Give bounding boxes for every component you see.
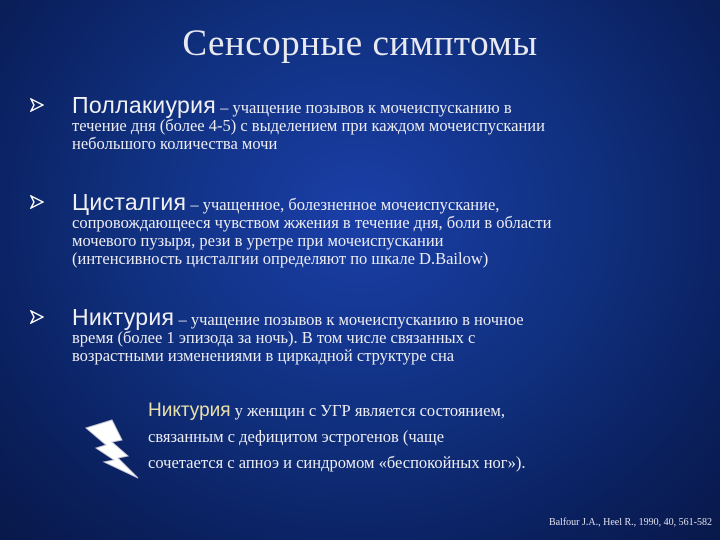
definition-line: течение дня (более 4-5) с выделением при каждом мочеиспускании [72,116,545,135]
definition-line: время (более 1 эпизода за ночь). В том числе связанных с [72,328,476,347]
definition-line: сопровождающееся чувством жжения в течение дня, боли в области [72,213,552,232]
symptom-term: Цисталгия [72,189,187,215]
note-term: Никтурия [148,400,231,421]
symptom-definition: – учащение позывов к мочеиспусканию в ночное [174,310,524,329]
lightning-bolt-icon [82,418,142,480]
definition-line: мочевого пузыря, рези в уретре при мочеиспускании [72,231,444,250]
note-line: сочетается с апноэ и синдромом «беспокойных ног»). [148,453,526,472]
arrowhead-bullet-icon [30,98,44,112]
citation: Balfour J.A., Heel R., 1990, 40, 561-582 [548,517,712,528]
symptom-term: Никтурия [72,304,175,330]
symptom-definition: – учащение позывов к мочеиспусканию в [216,98,512,117]
note-text: у женщин с УГР является состоянием, [230,401,505,420]
nocturia-note [148,399,668,475]
note-line: связанным с дефицитом эстрогенов (чаще [148,427,445,446]
arrowhead-bullet-icon [30,310,44,324]
definition-line: (интенсивность цисталгии определяют по шкале D.Bailow) [72,249,489,268]
definition-line: возрастными изменениями в циркадной структуре сна [72,346,455,365]
arrowhead-bullet-icon [30,195,44,209]
symptom-term: Поллакиурия [72,92,216,118]
slide-title: Сенсорные симптомы [182,23,538,64]
definition-line: небольшого количества мочи [72,134,278,153]
symptom-definition: – учащенное, болезненное мочеиспускание, [186,195,500,214]
